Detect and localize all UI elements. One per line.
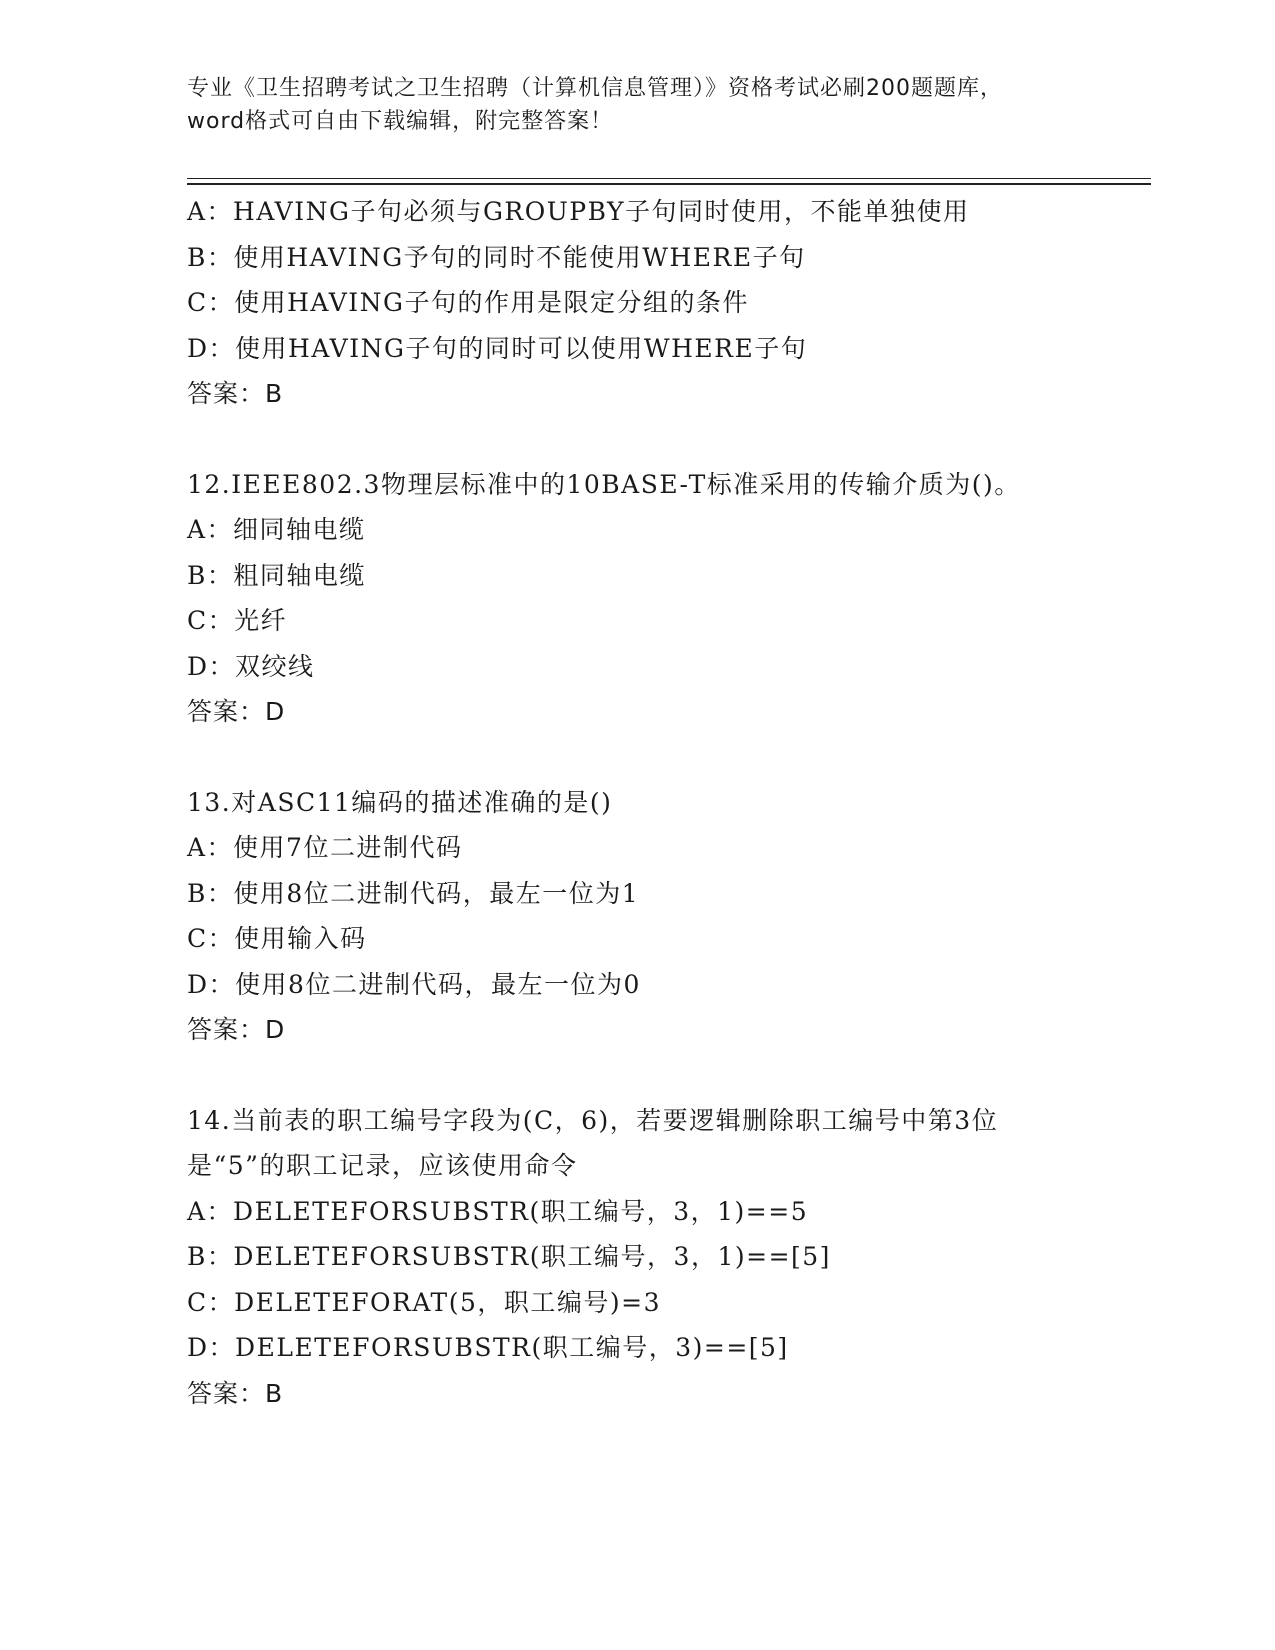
option-c: C：DELETEFORAT(5，职工编号)=3 [187, 1287, 661, 1317]
header-divider-thick [187, 183, 1151, 185]
option-d: D：DELETEFORSUBSTR(职工编号，3)==[5] [187, 1333, 789, 1362]
answer-line: 答案：D [187, 697, 286, 726]
option-a: A：细同轴电缆 [187, 515, 366, 544]
question-text: 13.对ASC11编码的描述准确的是() [187, 787, 613, 817]
option-c: C：使用输入码 [187, 924, 367, 953]
option-a: A：DELETEFORSUBSTR(职工编号，3，1)==5 [187, 1196, 809, 1226]
question-block-14 [187, 1098, 1147, 1417]
option-d: D：双绞线 [187, 651, 315, 681]
option-b: B：粗同轴电缆 [187, 560, 366, 590]
answer-line: 答案：B [187, 379, 284, 408]
option-a: A：使用7位二进制代码 [187, 833, 463, 862]
option-b: B：DELETEFORSUBSTR(职工编号，3，1)==[5] [187, 1242, 831, 1271]
header-line-2: word格式可自由下载编辑，附完整答案！ [187, 109, 614, 134]
option-d: D：使用HAVING子句的同时可以使用WHERE子句 [187, 333, 808, 363]
option-a: A：HAVING子句必须与GROUPBY子句同时使用，不能单独使用 [187, 197, 970, 226]
question-text: 14.当前表的职工编号字段为(C，6)，若要逻辑删除职工编号中第3位是“5”的职工记录，应该使用命令 [187, 1105, 999, 1180]
option-b: B：使用8位二进制代码，最左一位为1 [187, 878, 640, 908]
option-b: B：使用HAVING予句的同时不能使用WHERE子句 [187, 242, 806, 272]
option-c: C：使用HAVING子句的作用是限定分组的条件 [187, 288, 750, 317]
question-text: 12.IEEE802.3物理层标准中的10BASE-T标准采用的传输介质为()。 [187, 469, 1021, 499]
option-d: D：使用8位二进制代码，最左一位为0 [187, 969, 641, 999]
header-line-1: 专业《卫生招聘考试之卫生招聘（计算机信息管理）》资格考试必刷200题题库， [187, 76, 1003, 101]
question-list [187, 189, 1147, 1416]
question-block-11 [187, 189, 1147, 417]
document-header [187, 72, 1087, 138]
header-divider-thin [187, 178, 1151, 179]
answer-line: 答案：B [187, 1378, 284, 1408]
option-c: C：光纤 [187, 606, 288, 635]
question-block-13 [187, 780, 1147, 1053]
answer-line: 答案：D [187, 1015, 286, 1044]
question-block-12 [187, 462, 1147, 735]
